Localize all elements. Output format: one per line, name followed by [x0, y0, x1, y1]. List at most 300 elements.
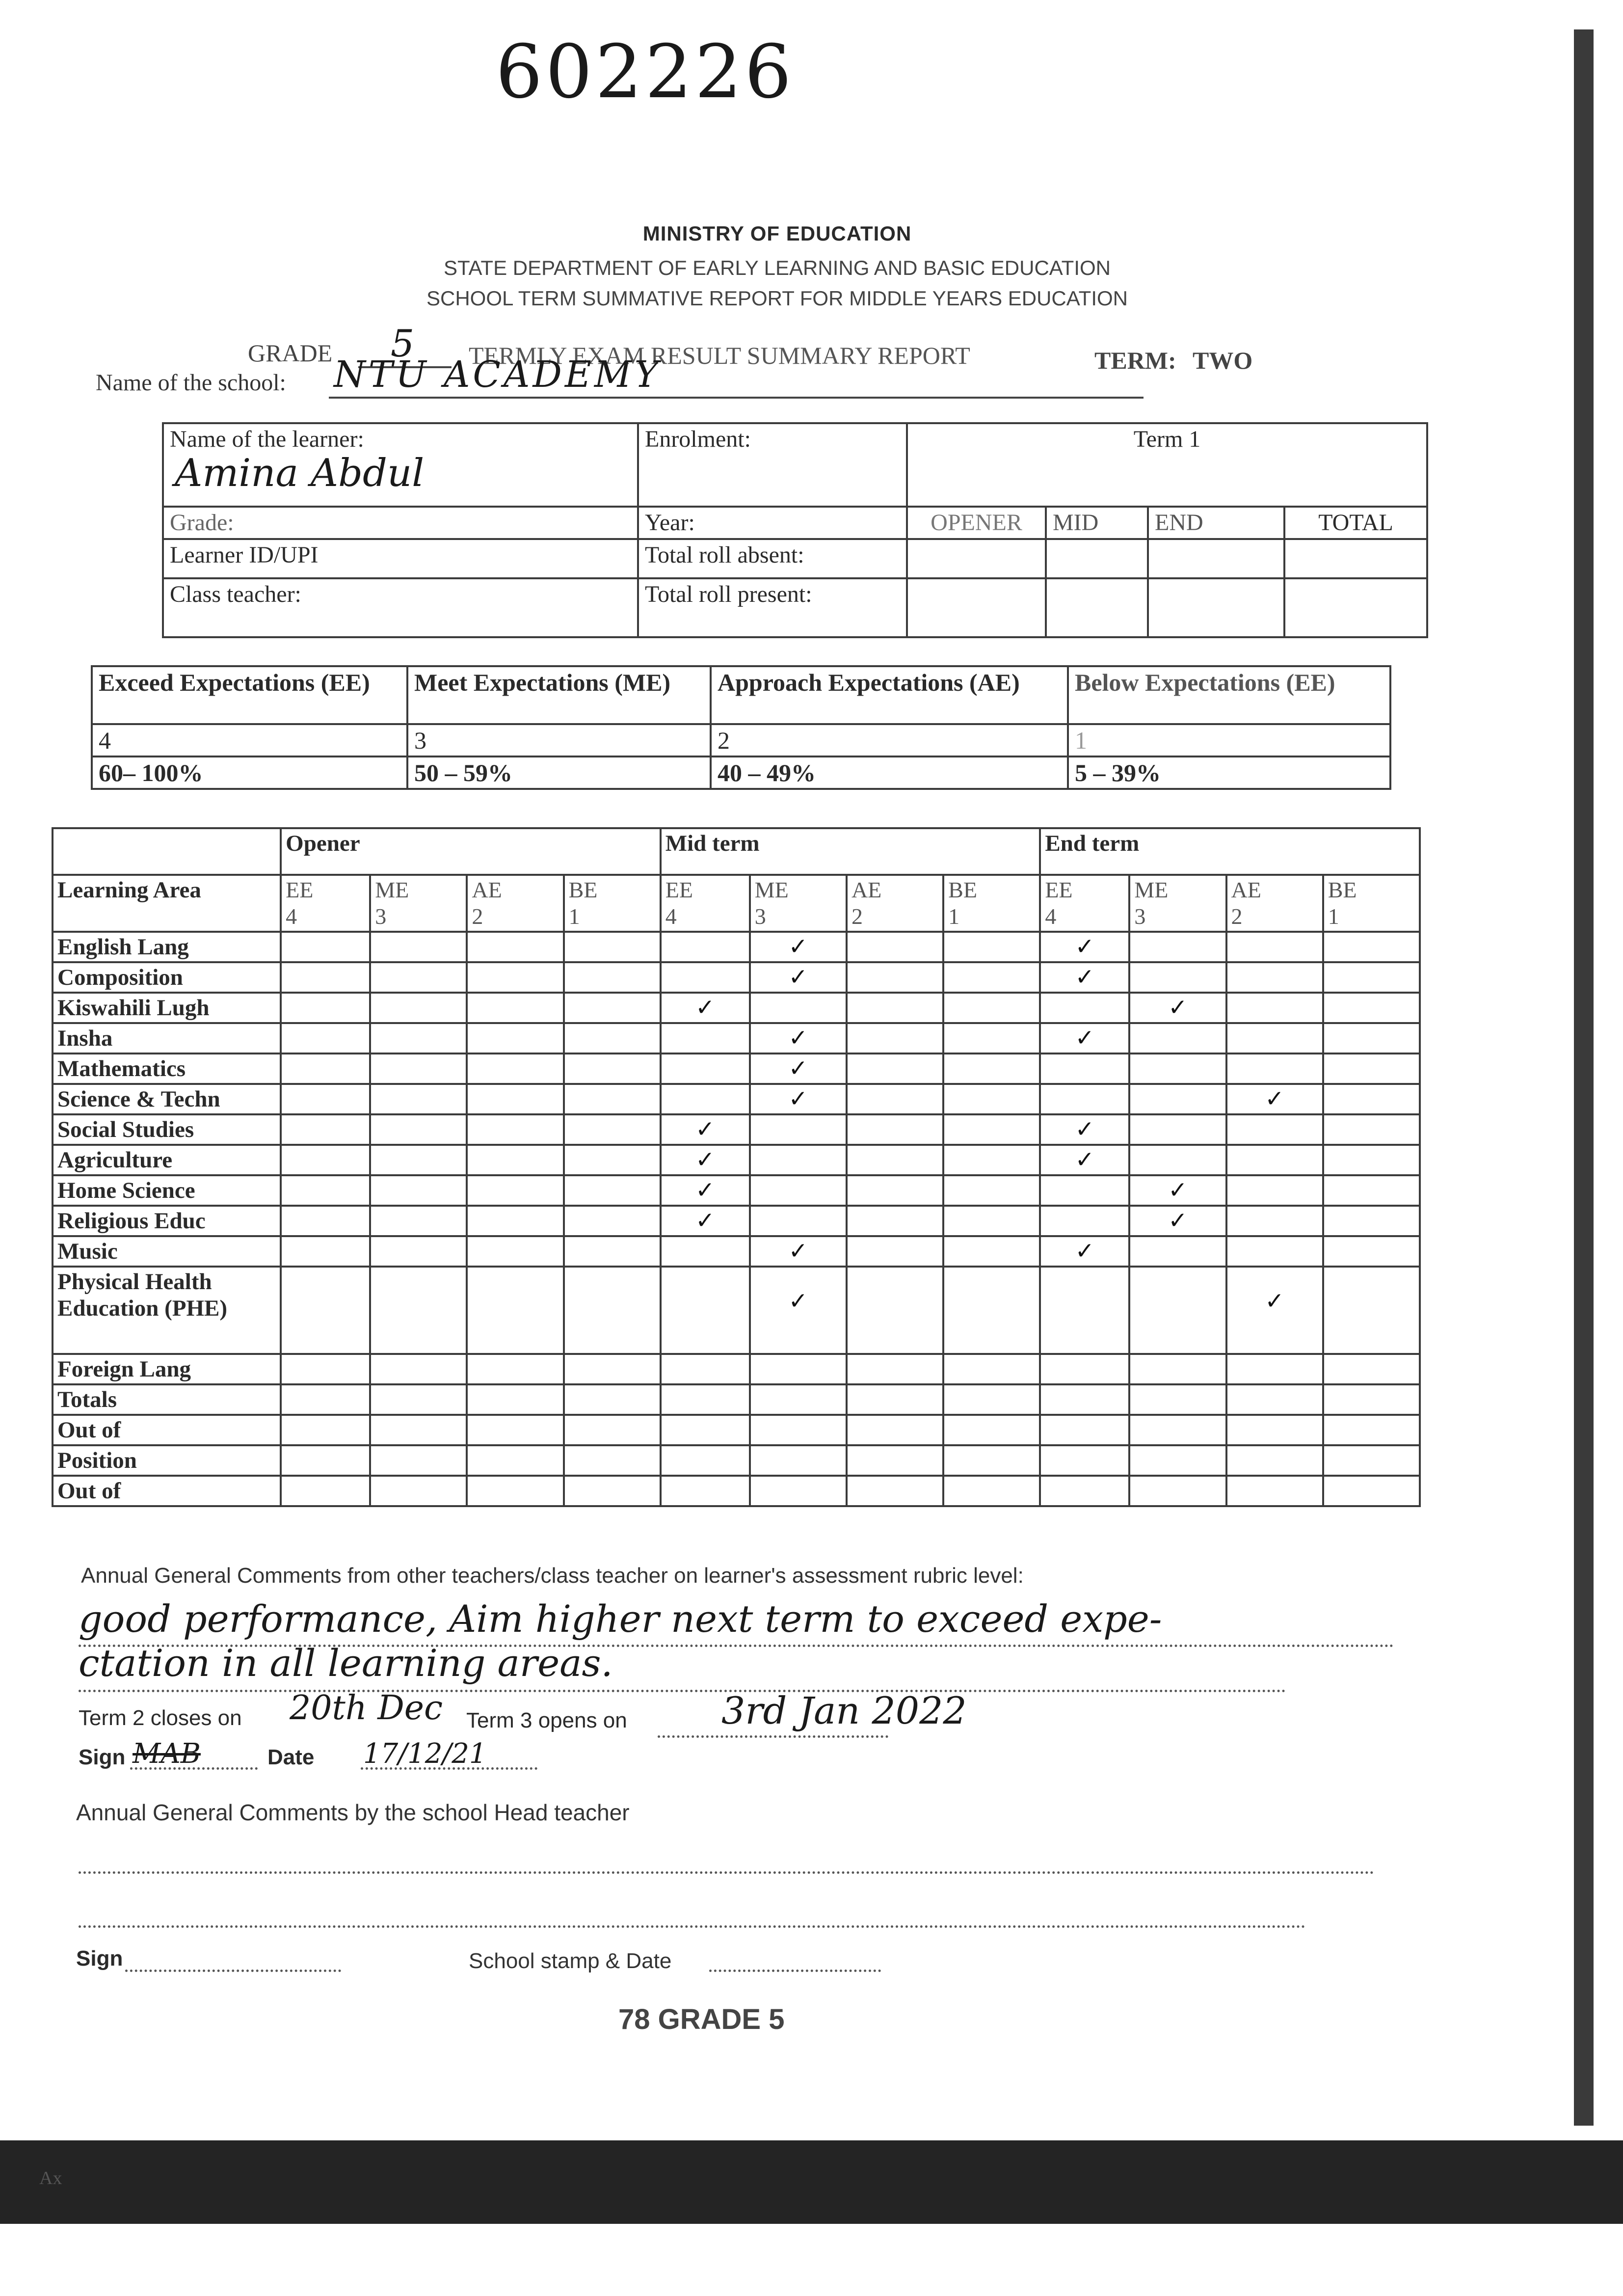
table-row: [53, 1145, 1420, 1175]
learning-area-name: Science & Techn: [53, 1084, 281, 1114]
learning-area-name: Totals: [53, 1384, 281, 1415]
mid-me-cell: [750, 1114, 847, 1145]
end-be-cell: [1323, 1053, 1420, 1084]
table-row: [53, 993, 1420, 1023]
table-row: [53, 1267, 1420, 1354]
level-number: 2: [851, 904, 863, 929]
level-number: 3: [1134, 904, 1146, 929]
end-ae-cell: [1226, 1354, 1323, 1384]
level-number: 4: [1045, 904, 1057, 929]
end-label: END: [1148, 507, 1284, 539]
end-be-cell: [1323, 1114, 1420, 1145]
term1-cell: Term 1: [907, 423, 1427, 507]
opener-be-cell: [564, 1415, 661, 1445]
mid-be-cell: [943, 1175, 1040, 1206]
end-ee-cell: [1040, 993, 1129, 1023]
roll-absent-label: Total roll absent:: [638, 539, 907, 578]
level-code: AE: [472, 877, 502, 902]
end-be-cell: [1323, 1023, 1420, 1053]
learning-area-name: Composition: [53, 962, 281, 993]
level-number: 2: [1231, 904, 1243, 929]
learner-id-label: Learner ID/UPI: [163, 539, 638, 578]
opener-ae-cell: [467, 1053, 563, 1084]
mid-be-cell: [943, 962, 1040, 993]
opener-me-cell: [370, 1267, 467, 1354]
mid-me-cell: [750, 1267, 847, 1354]
mid-ae-cell: [847, 1145, 943, 1175]
end-ae-cell: [1226, 1236, 1323, 1267]
check-mark: ✓: [788, 1288, 808, 1315]
end-ae-cell: [1226, 1145, 1323, 1175]
head-dotline-2: [79, 1925, 1305, 1928]
opener-ee-cell: [281, 1354, 370, 1384]
mid-ee-cell: [661, 1084, 750, 1114]
learning-area-name: Foreign Lang: [53, 1354, 281, 1384]
end-absent-cell: [1148, 539, 1284, 578]
school-value: NTU ACADEMY: [334, 353, 662, 396]
total-label: TOTAL: [1284, 507, 1427, 539]
mid-label: MID: [1046, 507, 1148, 539]
learning-area-name: Out of: [53, 1476, 281, 1506]
level-number: 3: [375, 904, 387, 929]
opener-me-header: [370, 875, 467, 932]
end-ae-cell: [1226, 1084, 1323, 1114]
opener-me-cell: [370, 1175, 467, 1206]
level-code: AE: [851, 877, 882, 902]
opener-me-cell: [370, 1415, 467, 1445]
roll-present-label: Total roll present:: [638, 578, 907, 637]
mid-me-cell: [750, 1175, 847, 1206]
end-be-cell: [1323, 1084, 1420, 1114]
term3-opens-label: Term 3 opens on: [466, 1708, 627, 1732]
end-ae-cell: [1226, 1023, 1323, 1053]
opener-be-cell: [564, 1053, 661, 1084]
mid-ae-cell: [847, 1114, 943, 1145]
opener-be-cell: [564, 1175, 661, 1206]
stamp-label: School stamp & Date: [469, 1949, 672, 1973]
opener-be-cell: [564, 1476, 661, 1506]
check-mark: ✓: [1075, 1025, 1095, 1052]
end-me-cell: [1129, 1023, 1226, 1053]
end-ee-cell: [1040, 1023, 1129, 1053]
scan-bottom-bar: [0, 2140, 1623, 2224]
year-label: Year:: [638, 507, 907, 539]
opener-me-cell: [370, 1354, 467, 1384]
learning-area-label: Learning Area: [53, 875, 281, 932]
end-ae-cell: [1226, 1114, 1323, 1145]
comment-dotline-2: [79, 1690, 1286, 1692]
end-ee-cell: [1040, 1267, 1129, 1354]
check-mark: ✓: [1075, 1238, 1095, 1265]
opener-ee-cell: [281, 1206, 370, 1236]
mid-me-header: [750, 875, 847, 932]
end-ee-cell: [1040, 1384, 1129, 1415]
table-row: [53, 1175, 1420, 1206]
end-ee-cell: [1040, 1354, 1129, 1384]
opener-me-cell: [370, 1445, 467, 1476]
opener-ae-cell: [467, 1175, 563, 1206]
level-code: ME: [754, 877, 789, 902]
mid-be-cell: [943, 1384, 1040, 1415]
end-ae-cell: [1226, 1175, 1323, 1206]
mid-me-cell: [750, 1145, 847, 1175]
table-row: [53, 1206, 1420, 1236]
table-row: [53, 1023, 1420, 1053]
term2-closes-value: 20th Dec: [290, 1689, 443, 1728]
rubric-header-ae: Approach Expectations (AE): [711, 666, 1068, 724]
opener-label: OPENER: [907, 507, 1046, 539]
head-dotline-1: [79, 1871, 1374, 1874]
opener-me-cell: [370, 1114, 467, 1145]
end-ae-cell: [1226, 962, 1323, 993]
opener-ae-cell: [467, 1354, 563, 1384]
end-me-cell: [1129, 1206, 1226, 1236]
learning-area-name: Music: [53, 1236, 281, 1267]
mid-be-cell: [943, 1084, 1040, 1114]
mid-present-cell: [1046, 578, 1148, 637]
check-mark: ✓: [695, 1177, 715, 1204]
mid-be-cell: [943, 993, 1040, 1023]
mid-ae-cell: [847, 1354, 943, 1384]
mid-be-cell: [943, 1354, 1040, 1384]
rubric-level-ee: 4: [92, 724, 407, 756]
opener-ae-cell: [467, 1236, 563, 1267]
mid-be-cell: [943, 1023, 1040, 1053]
opener-be-cell: [564, 1084, 661, 1114]
level-number: 1: [1328, 904, 1339, 929]
end-me-cell: [1129, 1415, 1226, 1445]
opener-me-cell: [370, 1236, 467, 1267]
check-mark: ✓: [1075, 1116, 1095, 1143]
end-ee-cell: [1040, 1084, 1129, 1114]
table-row: [53, 1084, 1420, 1114]
end-me-cell: [1129, 1267, 1226, 1354]
page-footer: 78 GRADE 5: [618, 2003, 785, 2035]
midterm-group-header: Mid term: [661, 828, 1040, 875]
sign-dotline: [130, 1767, 258, 1770]
opener-be-cell: [564, 1114, 661, 1145]
level-number: 2: [472, 904, 483, 929]
mid-absent-cell: [1046, 539, 1148, 578]
rubric-range-me: 50 – 59%: [407, 756, 711, 789]
mid-me-cell: [750, 1236, 847, 1267]
opener-me-cell: [370, 1023, 467, 1053]
mid-me-cell: [750, 1476, 847, 1506]
mid-ae-cell: [847, 1206, 943, 1236]
mid-be-cell: [943, 1267, 1040, 1354]
end-be-cell: [1323, 1267, 1420, 1354]
check-mark: ✓: [1075, 1146, 1095, 1173]
mid-ae-cell: [847, 1415, 943, 1445]
end-be-cell: [1323, 1354, 1420, 1384]
level-code: BE: [948, 877, 977, 902]
opener-ee-cell: [281, 1236, 370, 1267]
mid-ee-cell: [661, 1415, 750, 1445]
rubric-header-me: Meet Expectations (ME): [407, 666, 711, 724]
opener-ee-cell: [281, 1023, 370, 1053]
end-ee-cell: [1040, 962, 1129, 993]
learning-area-name: Agriculture: [53, 1145, 281, 1175]
mid-me-cell: [750, 962, 847, 993]
opener-ee-cell: [281, 1445, 370, 1476]
check-mark: ✓: [695, 1207, 715, 1234]
check-mark: ✓: [695, 994, 715, 1021]
mid-ae-cell: [847, 932, 943, 962]
mid-be-cell: [943, 1236, 1040, 1267]
opener-be-cell: [564, 1145, 661, 1175]
level-code: ME: [1134, 877, 1169, 902]
rubric-table: [91, 665, 1391, 790]
mid-ee-cell: [661, 1053, 750, 1084]
end-me-cell: [1129, 1175, 1226, 1206]
mid-me-cell: [750, 1384, 847, 1415]
end-ae-cell: [1226, 1267, 1323, 1354]
mid-me-cell: [750, 1354, 847, 1384]
learning-area-name: Home Science: [53, 1175, 281, 1206]
department-heading: STATE DEPARTMENT OF EARLY LEARNING AND BASIC EDUCATION: [443, 256, 1111, 279]
total-absent-cell: [1284, 539, 1427, 578]
learning-area-name: Mathematics: [53, 1053, 281, 1084]
end-be-cell: [1323, 1145, 1420, 1175]
end-me-cell: [1129, 1354, 1226, 1384]
check-mark: ✓: [695, 1116, 715, 1143]
mid-me-cell: [750, 1415, 847, 1445]
mid-be-cell: [943, 1415, 1040, 1445]
learner-name-value: Amina Abdul: [175, 451, 425, 495]
level-code: BE: [1328, 877, 1357, 902]
end-me-cell: [1129, 1476, 1226, 1506]
mid-be-cell: [943, 1206, 1040, 1236]
teacher-comment-line2: ctation in all learning areas.: [79, 1641, 613, 1685]
end-ae-cell: [1226, 1445, 1323, 1476]
end-ee-cell: [1040, 1476, 1129, 1506]
level-number: 1: [568, 904, 580, 929]
mid-ee-cell: [661, 1206, 750, 1236]
opener-ae-cell: [467, 1084, 563, 1114]
mid-ee-cell: [661, 1267, 750, 1354]
opener-be-cell: [564, 1354, 661, 1384]
mid-ee-cell: [661, 1114, 750, 1145]
check-mark: ✓: [1168, 1177, 1188, 1204]
mid-ee-cell: [661, 1023, 750, 1053]
check-mark: ✓: [1075, 933, 1095, 960]
rubric-level-be: 1: [1068, 724, 1390, 756]
opener-ee-cell: [281, 1476, 370, 1506]
total-present-cell: [1284, 578, 1427, 637]
opener-ae-cell: [467, 962, 563, 993]
end-be-cell: [1323, 1175, 1420, 1206]
opener-group-header: Opener: [281, 828, 661, 875]
head-sign-dotline: [125, 1970, 341, 1972]
date-label: Date: [267, 1745, 315, 1769]
grade-field-label: Grade:: [163, 507, 638, 539]
check-mark: ✓: [1265, 1288, 1284, 1315]
mid-ae-cell: [847, 1175, 943, 1206]
level-number: 3: [754, 904, 766, 929]
end-ae-cell: [1226, 932, 1323, 962]
table-row: [53, 932, 1420, 962]
learning-area-name: Position: [53, 1445, 281, 1476]
end-ee-cell: [1040, 1415, 1129, 1445]
opener-me-cell: [370, 962, 467, 993]
learning-area-name: Social Studies: [53, 1114, 281, 1145]
end-ee-cell: [1040, 932, 1129, 962]
opener-ae-cell: [467, 1114, 563, 1145]
mid-ee-cell: [661, 1145, 750, 1175]
opener-me-cell: [370, 932, 467, 962]
opener-me-cell: [370, 1384, 467, 1415]
opener-be-cell: [564, 962, 661, 993]
mid-ee-cell: [661, 932, 750, 962]
teacher-comments-label: Annual General Comments from other teachers/class teacher on learner's assessment rubric level:: [81, 1564, 1024, 1588]
scan-mark: Ax: [39, 2168, 62, 2188]
rubric-range-ae: 40 – 49%: [711, 756, 1068, 789]
check-mark: ✓: [1168, 1207, 1188, 1234]
table-row: [53, 1415, 1420, 1445]
document-number: 602226: [496, 29, 795, 115]
opener-ee-cell: [281, 962, 370, 993]
mid-ae-cell: [847, 1445, 943, 1476]
end-ae-cell: [1226, 1206, 1323, 1236]
learner-name-label: Name of the learner:: [170, 426, 364, 452]
end-me-cell: [1129, 1445, 1226, 1476]
check-mark: ✓: [788, 1238, 808, 1265]
opener-ae-cell: [467, 1445, 563, 1476]
end-be-cell: [1323, 1445, 1420, 1476]
head-sign-label: Sign: [76, 1946, 123, 1971]
mid-be-cell: [943, 1053, 1040, 1084]
learner-info-table: [162, 422, 1428, 638]
end-ee-cell: [1040, 1236, 1129, 1267]
school-label: Name of the school:: [96, 370, 286, 396]
check-mark: ✓: [788, 933, 808, 960]
opener-me-cell: [370, 993, 467, 1023]
grade-label: GRADE: [248, 339, 333, 367]
level-code: ME: [375, 877, 409, 902]
stamp-dotline: [709, 1970, 881, 1972]
opener-ae-cell: [467, 1267, 563, 1354]
mid-ae-cell: [847, 1023, 943, 1053]
opener-me-cell: [370, 1145, 467, 1175]
opener-me-cell: [370, 1206, 467, 1236]
opener-ee-cell: [281, 1145, 370, 1175]
mid-me-cell: [750, 932, 847, 962]
opener-ae-cell: [467, 1023, 563, 1053]
check-mark: ✓: [788, 964, 808, 991]
mid-me-cell: [750, 1023, 847, 1053]
mid-be-header: [943, 875, 1040, 932]
end-me-cell: [1129, 932, 1226, 962]
learning-area-name: Religious Educ: [53, 1206, 281, 1236]
learning-area-name: Insha: [53, 1023, 281, 1053]
opener-ee-cell: [281, 1175, 370, 1206]
level-code: EE: [1045, 877, 1073, 902]
mid-ee-cell: [661, 1445, 750, 1476]
opener-be-cell: [564, 932, 661, 962]
opener-ee-cell: [281, 1384, 370, 1415]
opener-ae-cell: [467, 932, 563, 962]
table-row: [53, 1476, 1420, 1506]
learning-area-name: Kiswahili Lugh: [53, 993, 281, 1023]
date-dotline: [361, 1767, 537, 1770]
head-comments-label: Annual General Comments by the school Head teacher: [76, 1800, 630, 1825]
end-ee-header: [1040, 875, 1129, 932]
mid-ee-cell: [661, 1384, 750, 1415]
class-teacher-label: Class teacher:: [163, 578, 638, 637]
rubric-level-ae: 2: [711, 724, 1068, 756]
opener-ae-cell: [467, 1206, 563, 1236]
opener-be-header: [564, 875, 661, 932]
term3-opens-value: 3rd Jan 2022: [721, 1689, 967, 1732]
rubric-range-be: 5 – 39%: [1068, 756, 1390, 789]
level-code: AE: [1231, 877, 1261, 902]
rubric-level-me: 3: [407, 724, 711, 756]
opener-me-cell: [370, 1476, 467, 1506]
opener-be-cell: [564, 1267, 661, 1354]
table-row: [53, 1354, 1420, 1384]
opener-me-cell: [370, 1053, 467, 1084]
grade-value: 5: [390, 322, 415, 365]
enrolment-cell: Enrolment:: [638, 423, 907, 507]
mid-ae-cell: [847, 1476, 943, 1506]
end-me-header: [1129, 875, 1226, 932]
mid-be-cell: [943, 1145, 1040, 1175]
end-ee-cell: [1040, 1114, 1129, 1145]
teacher-comment-line1: good performance, Aim higher next term to exceed expe-: [79, 1597, 1162, 1641]
opener-ae-cell: [467, 1476, 563, 1506]
mid-be-cell: [943, 932, 1040, 962]
end-me-cell: [1129, 1145, 1226, 1175]
end-ee-cell: [1040, 1206, 1129, 1236]
learning-area-name: Physical Health Education (PHE): [53, 1267, 281, 1354]
end-be-cell: [1323, 1415, 1420, 1445]
end-ee-cell: [1040, 1145, 1129, 1175]
opener-ae-cell: [467, 1415, 563, 1445]
rubric-header-ee: Exceed Expectations (EE): [92, 666, 407, 724]
mid-me-cell: [750, 1206, 847, 1236]
opener-ae-cell: [467, 1384, 563, 1415]
end-ae-cell: [1226, 993, 1323, 1023]
end-be-cell: [1323, 993, 1420, 1023]
opener-ee-header: [281, 875, 370, 932]
term2-closes-label: Term 2 closes on: [79, 1706, 242, 1730]
opener-ae-cell: [467, 993, 563, 1023]
mid-ee-cell: [661, 993, 750, 1023]
end-be-cell: [1323, 1476, 1420, 1506]
opener-ae-header: [467, 875, 563, 932]
end-be-cell: [1323, 1206, 1420, 1236]
end-ae-cell: [1226, 1415, 1323, 1445]
check-mark: ✓: [695, 1146, 715, 1173]
check-mark: ✓: [1075, 964, 1095, 991]
rubric-range-ee: 60– 100%: [92, 756, 407, 789]
end-ae-cell: [1226, 1053, 1323, 1084]
opener-ee-cell: [281, 932, 370, 962]
mid-ae-cell: [847, 1084, 943, 1114]
end-be-header: [1323, 875, 1420, 932]
learning-area-name: English Lang: [53, 932, 281, 962]
learner-name-cell: [163, 423, 638, 507]
sign-value: MAB: [133, 1738, 201, 1770]
opener-absent-cell: [907, 539, 1046, 578]
table-row: [53, 1384, 1420, 1415]
end-me-cell: [1129, 1384, 1226, 1415]
check-mark: ✓: [788, 1055, 808, 1082]
opener-be-cell: [564, 1206, 661, 1236]
mid-ae-cell: [847, 993, 943, 1023]
term-label: TERM:: [1094, 347, 1176, 374]
level-number: 1: [948, 904, 960, 929]
